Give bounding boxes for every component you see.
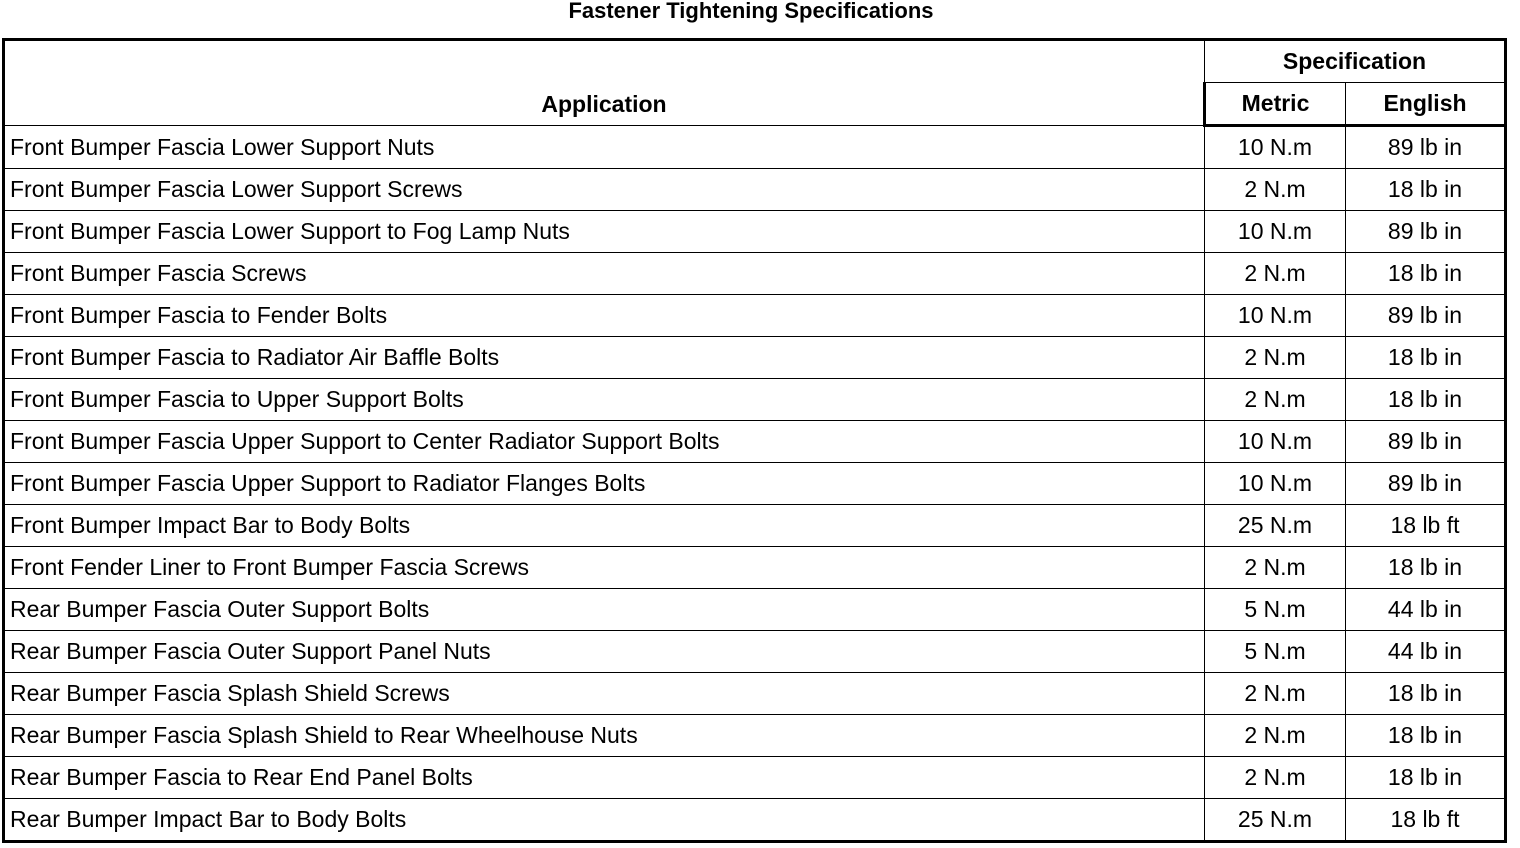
english-cell: 89 lb in bbox=[1346, 295, 1506, 337]
table-row bbox=[4, 799, 1506, 842]
application-cell: Rear Bumper Fascia to Rear End Panel Bolts bbox=[4, 757, 1205, 799]
metric-cell: 2 N.m bbox=[1205, 715, 1346, 757]
english-cell: 18 lb in bbox=[1346, 673, 1506, 715]
english-cell: 18 lb in bbox=[1346, 253, 1506, 295]
metric-cell: 10 N.m bbox=[1205, 463, 1346, 505]
metric-cell: 10 N.m bbox=[1205, 421, 1346, 463]
table-row bbox=[4, 463, 1506, 505]
english-cell: 18 lb ft bbox=[1346, 799, 1506, 842]
metric-cell: 2 N.m bbox=[1205, 547, 1346, 589]
table-row bbox=[4, 631, 1506, 673]
application-cell: Rear Bumper Fascia Splash Shield Screws bbox=[4, 673, 1205, 715]
table-row bbox=[4, 421, 1506, 463]
metric-cell: 10 N.m bbox=[1205, 211, 1346, 253]
application-cell: Front Bumper Fascia Lower Support Screws bbox=[4, 169, 1205, 211]
english-cell: 18 lb ft bbox=[1346, 505, 1506, 547]
english-cell: 44 lb in bbox=[1346, 631, 1506, 673]
metric-cell: 2 N.m bbox=[1205, 169, 1346, 211]
table-header bbox=[4, 40, 1506, 126]
english-cell: 18 lb in bbox=[1346, 337, 1506, 379]
english-cell: 44 lb in bbox=[1346, 589, 1506, 631]
application-cell: Front Bumper Impact Bar to Body Bolts bbox=[4, 505, 1205, 547]
table-body bbox=[4, 126, 1506, 842]
metric-cell: 2 N.m bbox=[1205, 673, 1346, 715]
english-cell: 89 lb in bbox=[1346, 463, 1506, 505]
metric-cell: 2 N.m bbox=[1205, 253, 1346, 295]
table-row bbox=[4, 295, 1506, 337]
metric-cell: 10 N.m bbox=[1205, 126, 1346, 169]
english-cell: 89 lb in bbox=[1346, 126, 1506, 169]
header-application: Application bbox=[4, 40, 1205, 126]
application-cell: Front Bumper Fascia Lower Support Nuts bbox=[4, 126, 1205, 169]
application-cell: Front Bumper Fascia Lower Support to Fog Lamp Nuts bbox=[4, 211, 1205, 253]
application-cell: Front Bumper Fascia Upper Support to Radiator Flanges Bolts bbox=[4, 463, 1205, 505]
page-title: Fastener Tightening Specifications bbox=[568, 0, 934, 23]
table-row bbox=[4, 211, 1506, 253]
english-cell: 18 lb in bbox=[1346, 547, 1506, 589]
application-cell: Front Bumper Fascia to Fender Bolts bbox=[4, 295, 1205, 337]
table-row bbox=[4, 505, 1506, 547]
english-cell: 89 lb in bbox=[1346, 211, 1506, 253]
fastener-spec-table bbox=[2, 38, 1507, 843]
metric-cell: 2 N.m bbox=[1205, 379, 1346, 421]
metric-cell: 25 N.m bbox=[1205, 505, 1346, 547]
application-cell: Rear Bumper Fascia Splash Shield to Rear Wheelhouse Nuts bbox=[4, 715, 1205, 757]
header-english: English bbox=[1346, 83, 1506, 126]
metric-cell: 10 N.m bbox=[1205, 295, 1346, 337]
application-cell: Rear Bumper Fascia Outer Support Panel Nuts bbox=[4, 631, 1205, 673]
metric-cell: 2 N.m bbox=[1205, 337, 1346, 379]
application-cell: Front Bumper Fascia to Radiator Air Baffle Bolts bbox=[4, 337, 1205, 379]
metric-cell: 2 N.m bbox=[1205, 757, 1346, 799]
table-row bbox=[4, 126, 1506, 169]
table-row bbox=[4, 757, 1506, 799]
table-row bbox=[4, 337, 1506, 379]
metric-cell: 25 N.m bbox=[1205, 799, 1346, 842]
english-cell: 18 lb in bbox=[1346, 379, 1506, 421]
english-cell: 89 lb in bbox=[1346, 421, 1506, 463]
application-cell: Front Bumper Fascia to Upper Support Bolts bbox=[4, 379, 1205, 421]
application-cell: Rear Bumper Impact Bar to Body Bolts bbox=[4, 799, 1205, 842]
english-cell: 18 lb in bbox=[1346, 757, 1506, 799]
table-row bbox=[4, 673, 1506, 715]
table-row bbox=[4, 379, 1506, 421]
metric-cell: 5 N.m bbox=[1205, 589, 1346, 631]
table-row bbox=[4, 547, 1506, 589]
english-cell: 18 lb in bbox=[1346, 715, 1506, 757]
header-specification: Specification bbox=[1205, 40, 1506, 83]
header-metric: Metric bbox=[1205, 83, 1346, 126]
table-row bbox=[4, 715, 1506, 757]
application-cell: Front Fender Liner to Front Bumper Fascia Screws bbox=[4, 547, 1205, 589]
application-cell: Front Bumper Fascia Upper Support to Center Radiator Support Bolts bbox=[4, 421, 1205, 463]
english-cell: 18 lb in bbox=[1346, 169, 1506, 211]
metric-cell: 5 N.m bbox=[1205, 631, 1346, 673]
application-cell: Front Bumper Fascia Screws bbox=[4, 253, 1205, 295]
table-row bbox=[4, 589, 1506, 631]
table-row bbox=[4, 253, 1506, 295]
application-cell: Rear Bumper Fascia Outer Support Bolts bbox=[4, 589, 1205, 631]
table-row bbox=[4, 169, 1506, 211]
